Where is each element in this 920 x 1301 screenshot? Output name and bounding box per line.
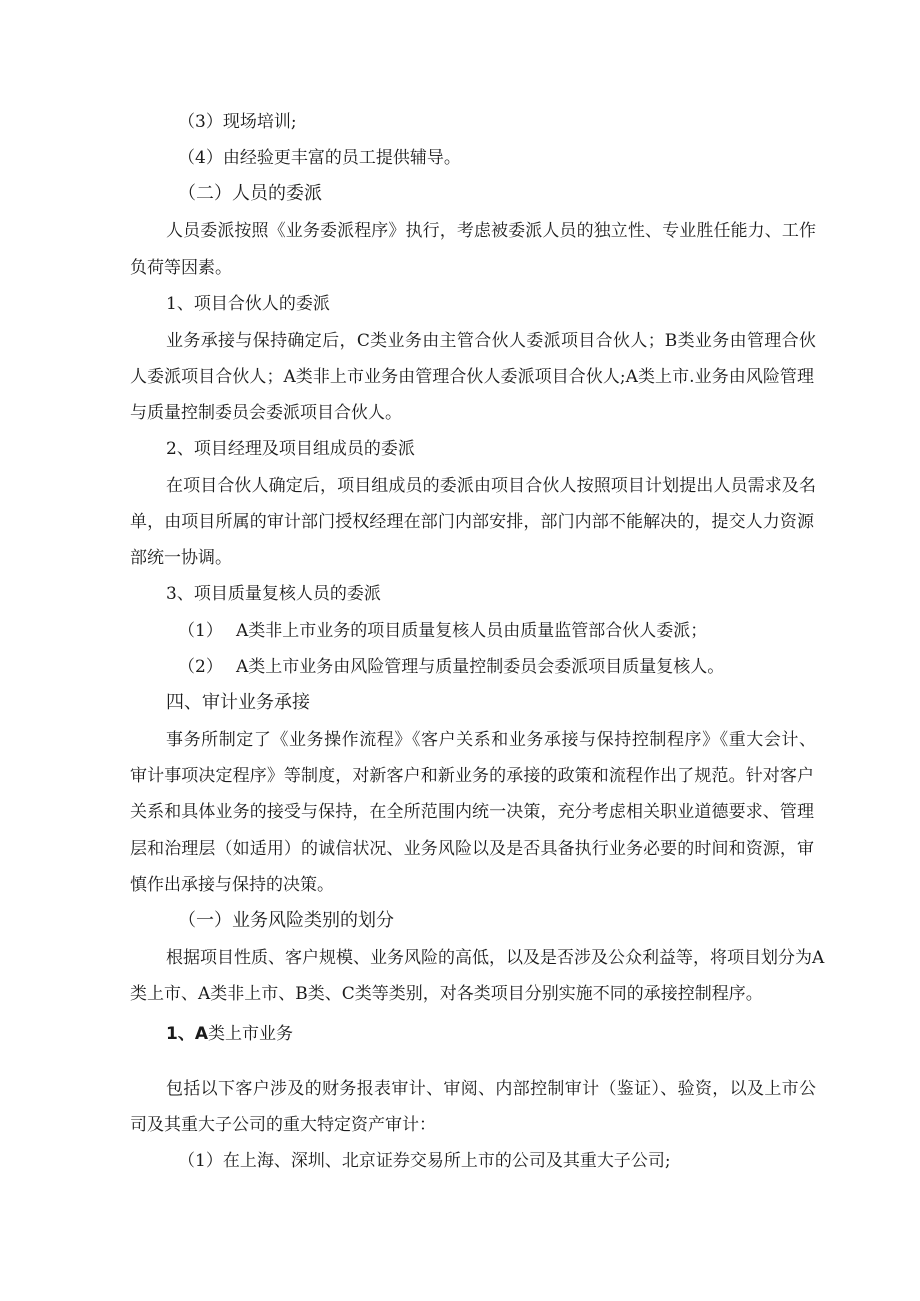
paragraph-line: 人员委派按照《业务委派程序》执行，考虑被委派人员的独立性、专业胜任能力、工作	[166, 221, 816, 241]
subheading-text: 类上市业务	[208, 1024, 293, 1044]
list-item-4: （4）由经验更丰富的员工提供辅导。	[178, 148, 461, 168]
section-heading-risk-classification: （一）业务风险类别的划分	[178, 910, 394, 931]
paragraph-line: 审计事项决定程序》等制度，对新客户和新业务的承接的政策和流程作出了规范。针对客户	[130, 766, 814, 786]
list-item-reviewer-2	[178, 655, 724, 679]
subheading-reviewer-assignment: 3、项目质量复核人员的委派	[166, 584, 381, 604]
paragraph-line: 类上市、A类非上市、B类、C类等类别，对各类项目分别实施不同的承接控制程序。	[130, 984, 763, 1004]
paragraph-line: 慎作出承接与保持的决策。	[130, 875, 334, 895]
list-text: A类非上市业务的项目质量复核人员由质量监管部合伙人委派；	[236, 621, 708, 641]
section-heading-audit-acceptance: 四、审计业务承接	[166, 692, 310, 713]
paragraph-line: 包括以下客户涉及的财务报表审计、审阅、内部控制审计（鉴证）、验资，以及上市公	[166, 1079, 816, 1099]
paragraph-line: 单，由项目所属的审计部门授权经理在部门内部安排，部门内部不能解决的，提交人力资源	[130, 512, 814, 532]
paragraph-line: 业务承接与保持确定后，C类业务由主管合伙人委派项目合伙人；B类业务由管理合伙	[166, 331, 816, 351]
paragraph-line: 根据项目性质、客户规模、业务风险的高低，以及是否涉及公众利益等，将项目划分为A	[166, 948, 825, 968]
list-text: A类上市业务由风险管理与质量控制委员会委派项目质量复核人。	[236, 657, 725, 677]
list-item-listed-1: （1）在上海、深圳、北京证券交易所上市的公司及其重大子公司;	[178, 1151, 671, 1171]
paragraph-line: 事务所制定了《业务操作流程》《客户关系和业务承接与保持控制程序》《重大会计、	[166, 730, 816, 750]
subheading-partner-assignment: 1、项目合伙人的委派	[166, 294, 330, 314]
paragraph-line: 与质量控制委员会委派项目合伙人。	[130, 403, 402, 423]
list-item-reviewer-1	[178, 619, 707, 643]
subheading-number: 1、A	[166, 1024, 208, 1044]
paragraph-line: 关系和具体业务的接受与保持，在全所范围内统一决策，充分考虑相关职业道德要求、管理	[130, 802, 814, 822]
paragraph-line: 在项目合伙人确定后，项目组成员的委派由项目合伙人按照项目计划提出人员需求及名	[166, 476, 816, 496]
paragraph-line: 负荷等因素。	[130, 258, 232, 278]
subheading-a-listed-business	[166, 1022, 293, 1046]
list-item-3: （3）现场培训;	[178, 112, 297, 132]
paragraph-line: 部统一协调。	[130, 548, 232, 568]
subheading-manager-assignment: 2、项目经理及项目组成员的委派	[166, 439, 415, 459]
paragraph-line: 司及其重大子公司的重大特定资产审计：	[130, 1115, 436, 1135]
list-number: （2）	[178, 657, 223, 677]
list-number: （1）	[178, 621, 223, 641]
paragraph-line: 层和治理层（如适用）的诚信状况、业务风险以及是否具备执行业务必要的时间和资源，审	[130, 839, 814, 859]
section-heading-personnel-assignment: （二）人员的委派	[178, 183, 322, 204]
paragraph-line: 人委派项目合伙人；A类非上市业务由管理合伙人委派项目合伙人;A类上市.业务由风险管理	[130, 367, 814, 387]
